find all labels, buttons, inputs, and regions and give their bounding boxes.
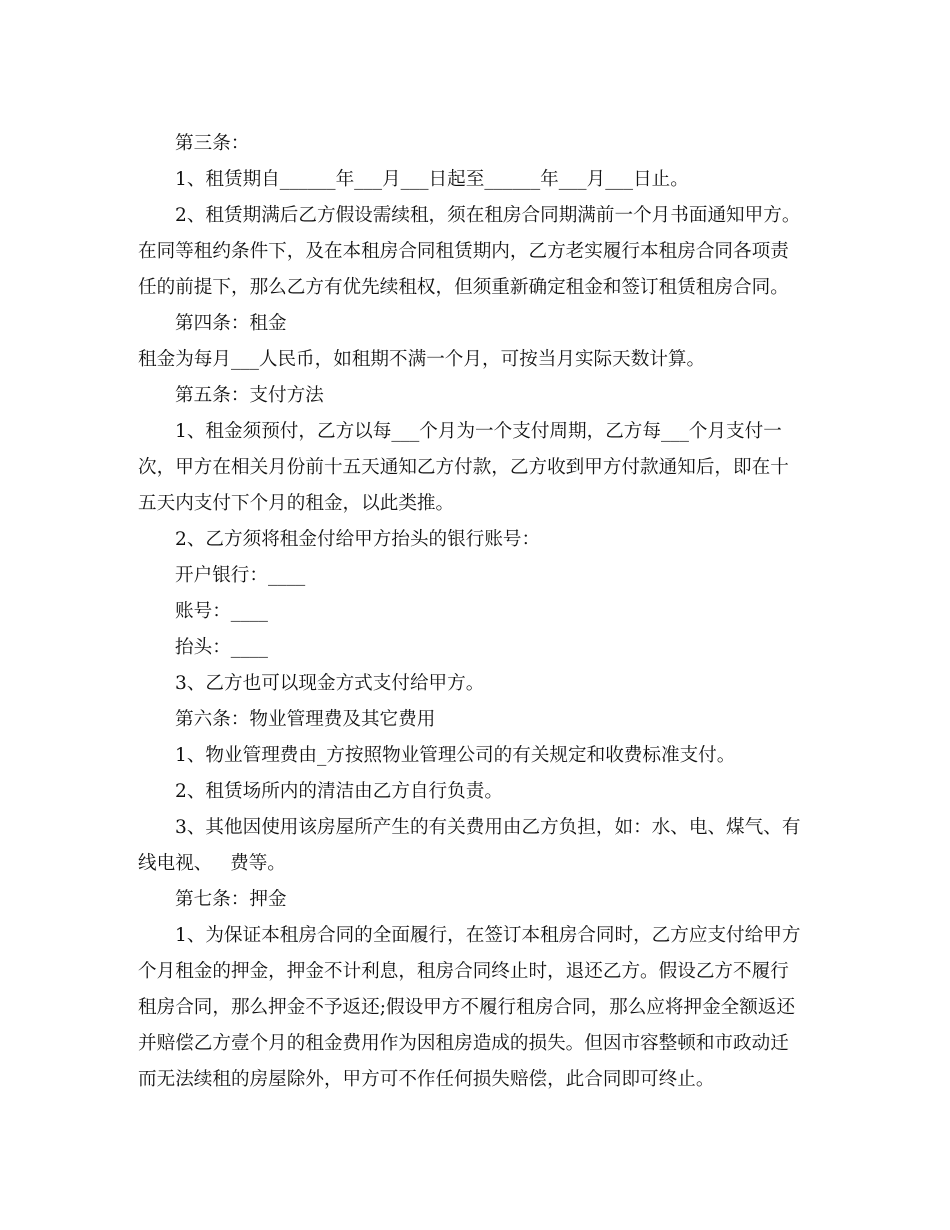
clause-6-3-other-fees: 3、其他因使用该房屋所产生的有关费用由乙方负担，如：水、电、煤气、有线电视、 费等。 bbox=[138, 817, 801, 874]
account-number-field: 账号：____ bbox=[175, 601, 268, 622]
article-4-heading: 第四条：租金 bbox=[175, 313, 287, 334]
clause-5-2-bank-account: 2、乙方须将租金付给甲方抬头的银行账号： bbox=[175, 529, 541, 550]
clause-5-1-prepayment: 1、租金须预付，乙方以每___个月为一个支付周期，乙方每___个月支付一次，甲方在相关月份前十五天通知乙方付款，乙方收到甲方付款通知后，即在十五天内支付下个月的租金，以此类推。 bbox=[138, 421, 789, 514]
account-holder-field: 抬头：____ bbox=[175, 637, 268, 658]
clause-6-1-management-fee: 1、物业管理费由_方按照物业管理公司的有关规定和收费标准支付。 bbox=[175, 745, 736, 766]
clause-3-2-renewal: 2、租赁期满后乙方假设需续租，须在租房合同期满前一个月书面通知甲方。在同等租约条件下，及在本租房合同租赁期内，乙方老实履行本租房合同各项责任的前提下，那么乙方有优先续租权，但须重新确定租金和签订租赁租房合同。 bbox=[138, 205, 801, 298]
article-6-heading: 第六条：物业管理费及其它费用 bbox=[175, 709, 436, 730]
clause-6-2-cleaning: 2、租赁场所内的清洁由乙方自行负责。 bbox=[175, 781, 503, 802]
article-4-rent-text: 租金为每月___人民币，如租期不满一个月，可按当月实际天数计算。 bbox=[138, 349, 706, 370]
document-body bbox=[138, 126, 802, 1098]
clause-5-3-cash-payment: 3、乙方也可以现金方式支付给甲方。 bbox=[175, 673, 485, 694]
article-3-heading: 第三条： bbox=[175, 133, 250, 154]
clause-7-1-deposit: 1、为保证本租房合同的全面履行，在签订本租房合同时，乙方应支付给甲方个月租金的押金，押金不计利息，租房合同终止时，退还乙方。假设乙方不履行租房合同，那么押金不予返还;假设甲方不履行租房合同，那么应将押金全额返还并赔偿乙方壹个月的租金费用作为因租房造成的损失。但因市容整顿和市政动迁而无法续租的房屋除外，甲方可不作任何损失赔偿，此合同即可终止。 bbox=[138, 925, 801, 1090]
article-5-heading: 第五条：支付方法 bbox=[175, 385, 324, 406]
clause-3-1-lease-term: 1、租赁期自______年___月___日起至______年___月___日止。 bbox=[175, 169, 689, 190]
bank-name-field: 开户银行：____ bbox=[175, 565, 306, 586]
article-7-heading: 第七条：押金 bbox=[175, 889, 287, 910]
